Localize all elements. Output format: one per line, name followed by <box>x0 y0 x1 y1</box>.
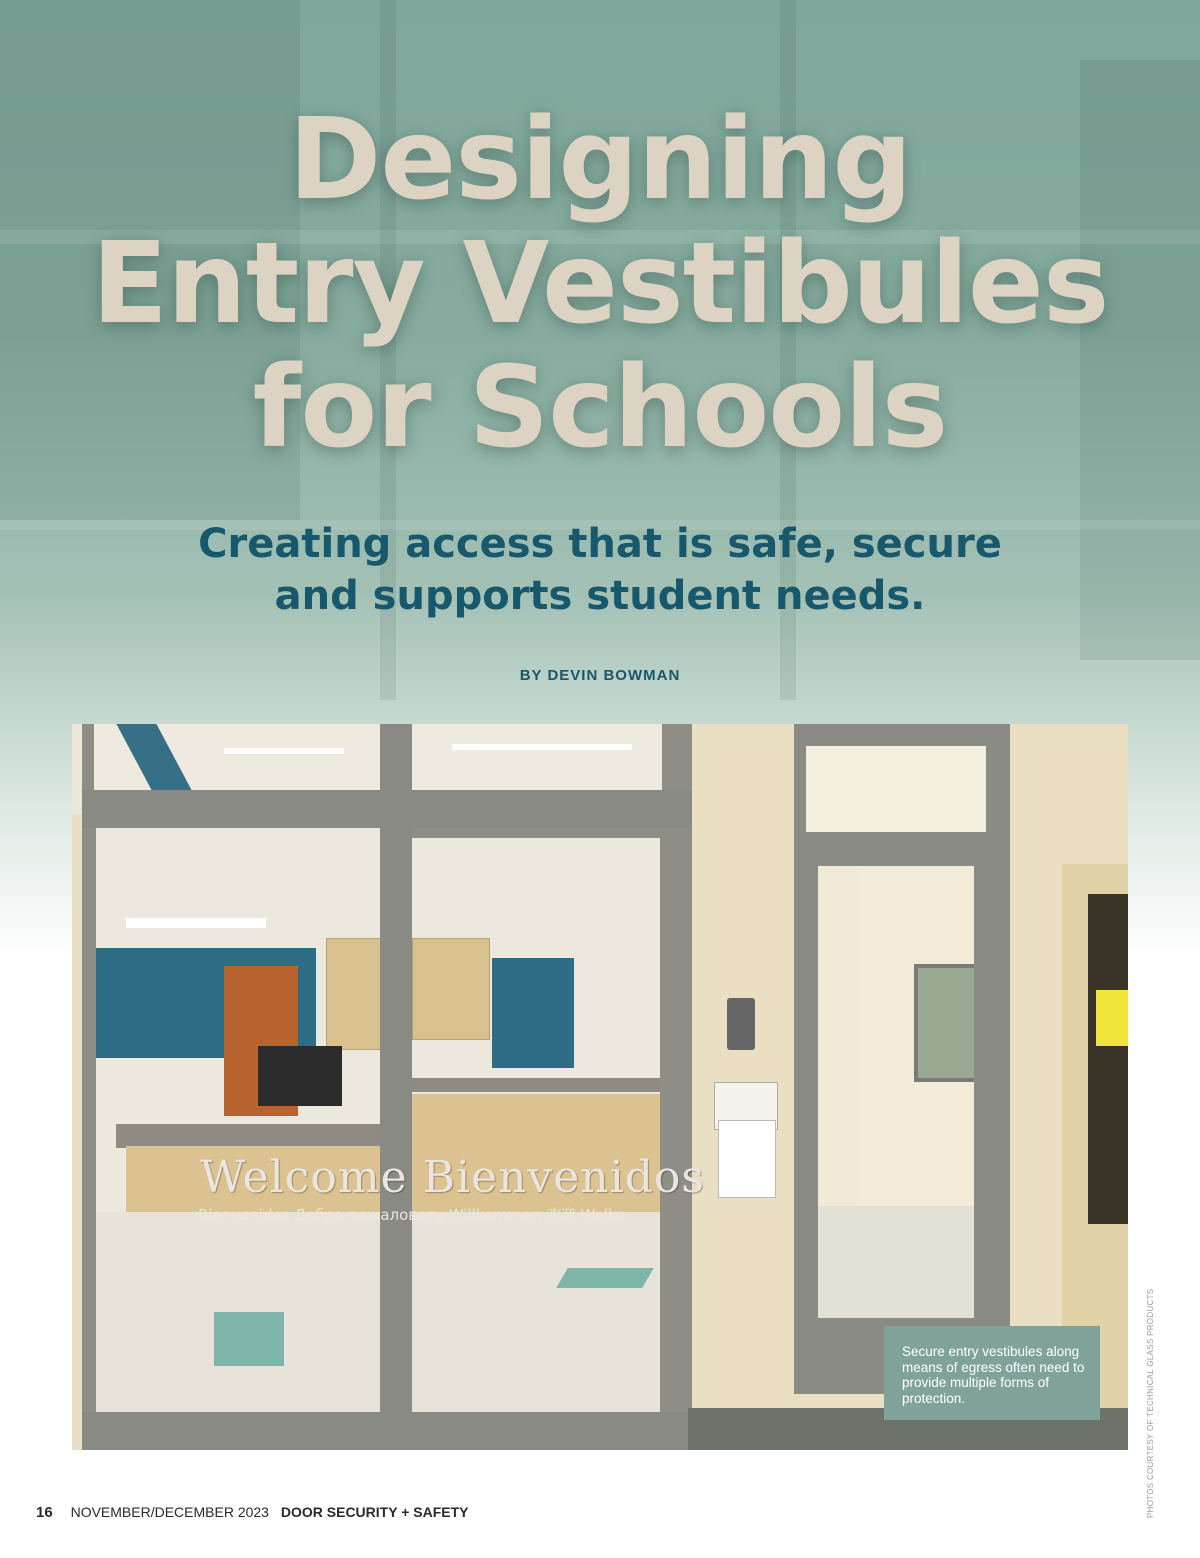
intercom-icon <box>727 998 755 1050</box>
title-line: Entry Vestibules <box>91 219 1109 349</box>
article-title <box>0 95 1200 473</box>
caption-text: Secure entry vestibules along means of egress often need to provide multiple forms of protection. <box>902 1344 1085 1406</box>
security-notice <box>718 1120 776 1198</box>
subtitle-line: Creating access that is safe, secure <box>198 521 1002 567</box>
door-glass <box>818 866 974 1318</box>
photo-caption <box>884 1326 1100 1420</box>
photo-credit: PHOTOS COURTESY OF TECHNICAL GLASS PRODUCTS <box>1146 1288 1155 1518</box>
transom-pane <box>94 724 380 790</box>
byline: BY DEVIN BOWMAN <box>519 667 681 684</box>
glass-pane-right <box>412 838 660 1412</box>
posted-note <box>1096 990 1128 1046</box>
subtitle-line: and supports student needs. <box>274 573 926 619</box>
sill-bar <box>82 1412 692 1450</box>
page-footer <box>36 1504 468 1524</box>
glass-pane-left <box>96 828 380 1412</box>
transom-bar <box>82 790 692 828</box>
page-number: 16 <box>36 1504 53 1521</box>
issue-date: NOVEMBER/DECEMBER 2023 <box>70 1504 269 1520</box>
mullion <box>380 724 412 1450</box>
transom-pane <box>412 724 662 790</box>
welcome-sign: Welcome Bienvenidos <box>200 1152 705 1203</box>
title-line: Designing <box>288 95 912 225</box>
title-line: for Schools <box>252 343 948 473</box>
magazine-name: DOOR SECURITY + SAFETY <box>280 1504 469 1520</box>
adjacent-door <box>1088 894 1128 1224</box>
welcome-sign-languages: Bienvenidos Добро пожаловать Willkommen 欢迎 Welko <box>198 1206 626 1224</box>
article-subtitle <box>0 518 1200 622</box>
door-transom <box>806 746 986 832</box>
